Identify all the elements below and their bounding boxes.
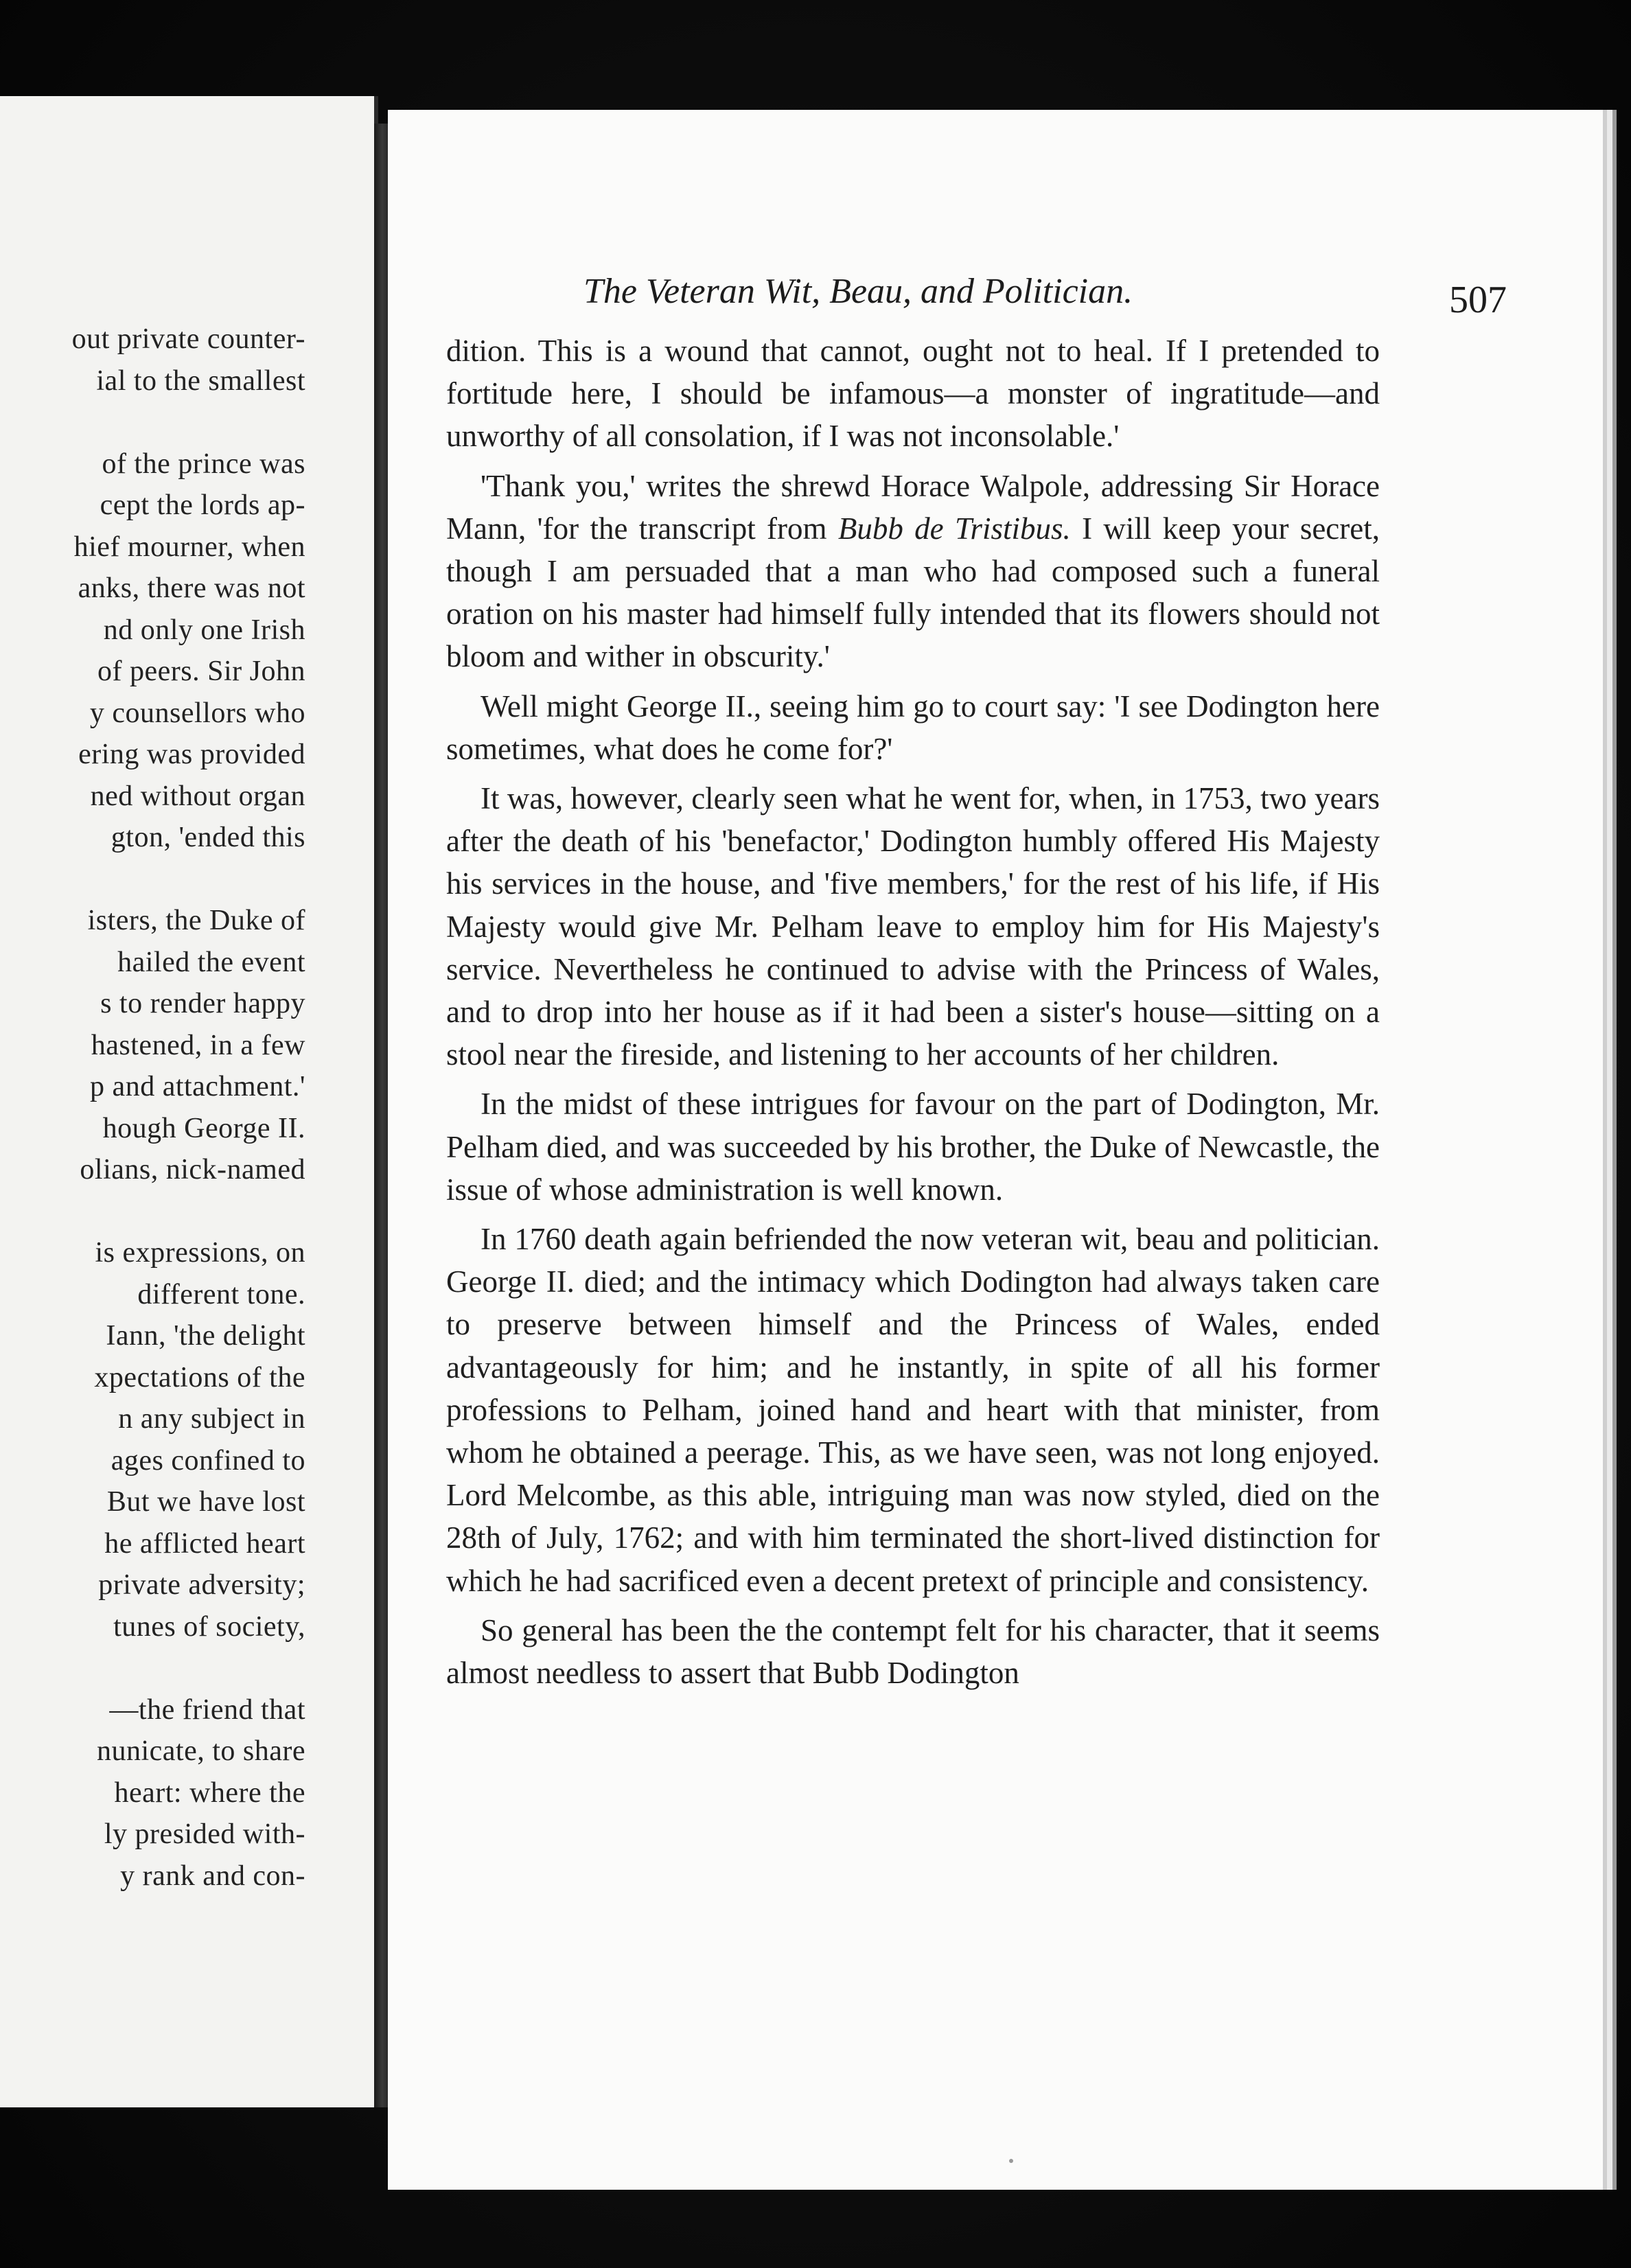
- left-page-line: y counsellors who: [89, 697, 305, 729]
- left-page-line: xpectations of the: [94, 1361, 305, 1393]
- left-page-line: of the prince was: [102, 448, 305, 480]
- paragraph: [446, 1218, 1380, 1602]
- left-page-line: cept the lords ap-: [100, 489, 305, 521]
- left-page-line: private adversity;: [98, 1569, 305, 1601]
- paragraph: [446, 1083, 1380, 1211]
- left-page-line: —the friend that: [109, 1693, 305, 1726]
- paragraph-text: In the midst of these intrigues for favour on the part of Dodington, Mr. Pelham died, and was succeeded by his brother, the Duke of Newcastle, the issue of whose administration is well known.: [446, 1087, 1380, 1207]
- dust-speck: [1009, 2159, 1013, 2163]
- right-page: [388, 110, 1603, 2190]
- left-page-line: gton, 'ended this: [111, 822, 305, 853]
- running-title: The Veteran Wit, Beau, and Politician.: [583, 272, 1133, 311]
- paragraph-text: dition. This is a wound that cannot, ought not to heal. If I pretended to fortitude here, I should be infamous—a monster of ingratitude—and unworthy of all consolation, if I was not inconsolable.': [446, 334, 1380, 454]
- paragraph-text: In 1760 death again befriended the now veteran wit, beau and politician. George II. died; and the intimacy which Dodington had always taken care to preserve between himself and the Princess of Wales, ended advantageously for him; and he instantly, in spite of all his former professions to Pelham, joined hand and heart with that minister, from whom he obtained a peerage. This, as we have seen, was not long enjoyed. Lord Melcombe, as this able, intriguing man was now styled, died on the 28th of July, 1762; and with him terminated the short-lived distinction for which he had sacrificed even a decent pretext of principle and consistency.: [446, 1222, 1380, 1598]
- left-page-line: anks, there was not: [78, 572, 305, 604]
- paragraph: [446, 329, 1380, 458]
- left-page-line: is expressions, on: [95, 1237, 305, 1269]
- left-page-line: nunicate, to share: [96, 1735, 305, 1767]
- left-page-line: But we have lost: [106, 1486, 305, 1518]
- left-page-line: p and attachment.': [90, 1071, 305, 1102]
- left-page-line: hailed the event: [117, 946, 305, 978]
- paragraph: [446, 1609, 1380, 1694]
- paragraph-text: Well might George II., seeing him go to court say: 'I see Dodington here sometimes, what does he come for?': [446, 688, 1380, 766]
- left-page-line: n any subject in: [118, 1403, 305, 1435]
- paragraph-text: So general has been the the contempt felt for his character, that it seems almost needless to assert that Bubb Dodington: [446, 1612, 1380, 1691]
- left-page-line: hastened, in a few: [91, 1029, 305, 1061]
- left-page-line: hough George II.: [102, 1112, 305, 1144]
- left-page-line: isters, the Duke of: [87, 905, 305, 936]
- paragraph: [446, 685, 1380, 770]
- page-number: 507: [1449, 279, 1507, 321]
- left-page-line: ering was provided: [78, 739, 305, 770]
- left-page-line: ial to the smallest: [96, 364, 305, 397]
- paragraph-text: It was, however, clearly seen what he went for, when, in 1753, two years after the death of his 'benefactor,' Dodington humbly offered His Majesty his services in the house, and 'five members,' for the rest of his life, if His Majesty would give Mr. Pelham leave to employ him for His Majesty's service. Nevertheless he continued to advise with the Princess of Wales, and to drop into her house as if it had been a sister's house—sitting on a stool near the fireside, and listening to her accounts of her children.: [446, 781, 1380, 1072]
- left-page-line: of peers. Sir John: [97, 656, 305, 687]
- paragraph: [446, 465, 1380, 678]
- left-page-line: out private counter-: [71, 323, 305, 355]
- paragraph: [446, 777, 1380, 1076]
- paragraph-text: 'Thank you,' writes the shrewd Horace Walpole, addressing Sir Horace Mann, 'for the transcript from: [446, 468, 1380, 546]
- left-page-line: he afflicted heart: [104, 1527, 305, 1560]
- left-page-line: hief mourner, when: [73, 531, 305, 563]
- left-page-line: tunes of society,: [113, 1610, 305, 1643]
- body-text: [446, 329, 1380, 1694]
- left-page-line: nd only one Irish: [103, 614, 305, 646]
- paragraph-text: I will keep your secret, though I am persuaded that a man who had composed such a funeral oration on his master had himself fully intended that its flowers should not bloom and wither in obscurity.': [446, 511, 1380, 674]
- left-page-line: ages confined to: [111, 1444, 305, 1477]
- left-page-fragment: [0, 96, 378, 2107]
- left-page-line: olians, nick-named: [80, 1154, 305, 1185]
- left-page-line: different tone.: [137, 1278, 305, 1310]
- left-page-line: Iann, 'the delight: [106, 1320, 305, 1352]
- left-page-line: ned without organ: [90, 780, 305, 812]
- left-page-line: ly presided with-: [104, 1818, 305, 1850]
- left-page-line: heart: where the: [114, 1777, 305, 1809]
- left-page-line: y rank and con-: [120, 1860, 305, 1892]
- left-page-line: s to render happy: [100, 988, 305, 1019]
- italic-title-text: Bubb de Tristibus.: [837, 511, 1071, 546]
